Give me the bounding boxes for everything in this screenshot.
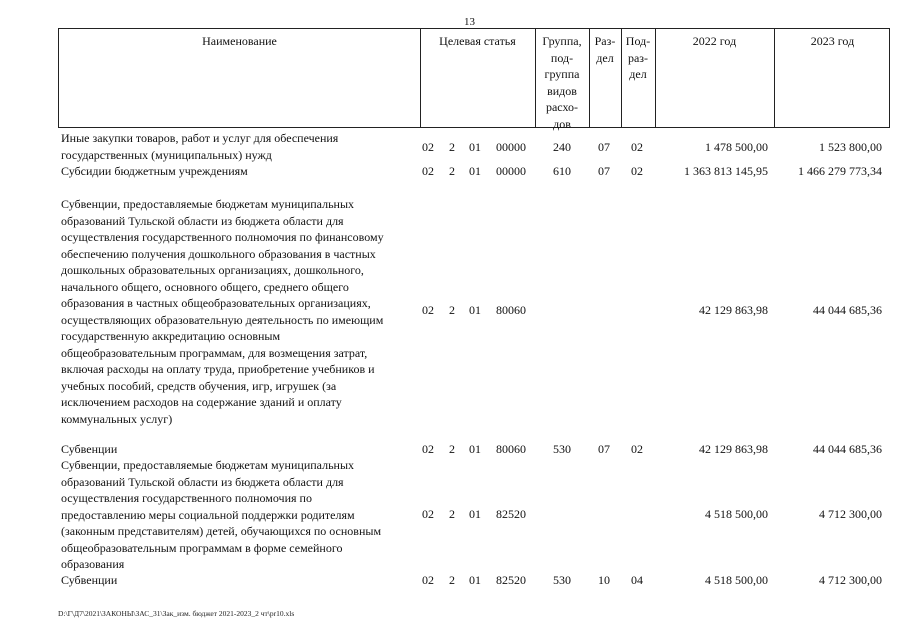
target-code-2: 2 [449,573,455,587]
target-code-3: 01 [469,303,481,317]
header-subsection: Под- раз- дел [625,34,651,81]
row-name: Субвенции, предоставляемые бюджетам муниципальных образований Тульской области из бюджета области для осуществления государственного полномочия по финансовому обеспечению получения дошкольного образования в частных дошкольных образовательных организациях, дошкольного, начального общего, основного общего, среднего общего образования в частных общеобразовательных организациях, осуществляющих образовательную деятельность по имеющим государственную аккредитацию основным общеобразовательным программам, для возмещения затрат, включая расходы на оплату труда, приобретение учебников и учебных пособий, средств обучения, игр, игрушек (за исключением расходов на содержание зданий и оплату коммунальных услуг) [61,197,384,426]
section-code: 07 [598,442,610,456]
group-code: 610 [553,164,571,178]
header-2022: 2022 год [692,34,737,48]
group-code: 530 [553,573,571,587]
subsection-code: 04 [631,573,643,587]
target-code-3: 01 [469,507,481,521]
section-code: 07 [598,140,610,154]
section-code: 07 [598,164,610,178]
target-code-2: 2 [449,442,455,456]
amount-2023: 1 466 279 773,34 [798,164,882,178]
row-name: Субвенции [61,442,118,456]
subsection-code: 02 [631,140,643,154]
row-name: Иные закупки товаров, работ и услуг для обеспечения государственных (муниципальных) нужд [61,131,339,162]
target-code-3: 01 [469,140,481,154]
amount-2022: 42 129 863,98 [699,442,768,456]
target-code-4: 82520 [496,573,526,587]
section-code: 10 [598,573,610,587]
header-target-article: Целевая статья [439,34,516,48]
target-code-1: 02 [422,442,434,456]
target-code-3: 01 [469,573,481,587]
target-code-2: 2 [449,303,455,317]
target-code-1: 02 [422,573,434,587]
target-code-2: 2 [449,140,455,154]
file-path-footer: D:\Г\Д7\2021\ЗАКОНЫ\ЗАС_31\Зак_изм. бюджет 2021-2023_2 чт\pr10.xls [58,609,295,618]
amount-2022: 1 478 500,00 [705,140,768,154]
header-name: Наименование [202,34,277,48]
group-code: 530 [553,442,571,456]
amount-2022: 4 518 500,00 [705,573,768,587]
header-expense-group: Группа, под- группа видов расхо- дов [542,34,582,131]
target-code-1: 02 [422,507,434,521]
target-code-2: 2 [449,164,455,178]
header-section: Раз- дел [594,34,616,65]
target-code-4: 00000 [496,140,526,154]
subsection-code: 02 [631,164,643,178]
target-code-1: 02 [422,140,434,154]
table-header [58,28,890,131]
row-name: Субвенции [61,573,118,587]
amount-2022: 4 518 500,00 [705,507,768,521]
target-code-1: 02 [422,164,434,178]
amount-2023: 4 712 300,00 [819,507,882,521]
target-code-4: 80060 [496,442,526,456]
target-code-3: 01 [469,442,481,456]
subsection-code: 02 [631,442,643,456]
target-code-4: 00000 [496,164,526,178]
target-code-4: 80060 [496,303,526,317]
page-number: 13 [464,16,475,28]
header-2023: 2023 год [810,34,855,48]
amount-2022: 1 363 813 145,95 [684,164,768,178]
target-code-4: 82520 [496,507,526,521]
row-name: Субсидии бюджетным учреждениям [61,164,248,178]
target-code-3: 01 [469,164,481,178]
group-code: 240 [553,140,571,154]
amount-2023: 44 044 685,36 [813,303,882,317]
target-code-1: 02 [422,303,434,317]
target-code-2: 2 [449,507,455,521]
amount-2022: 42 129 863,98 [699,303,768,317]
row-name: Субвенции, предоставляемые бюджетам муниципальных образований Тульской области из бюджета области для осуществления государственного полномочия по предоставлению меры социальной поддержки родителям (законным представителям) детей, обучающихся по основным общеобразовательным программам в форме семейного образования [61,458,382,571]
amount-2023: 1 523 800,00 [819,140,882,154]
amount-2023: 44 044 685,36 [813,442,882,456]
amount-2023: 4 712 300,00 [819,573,882,587]
